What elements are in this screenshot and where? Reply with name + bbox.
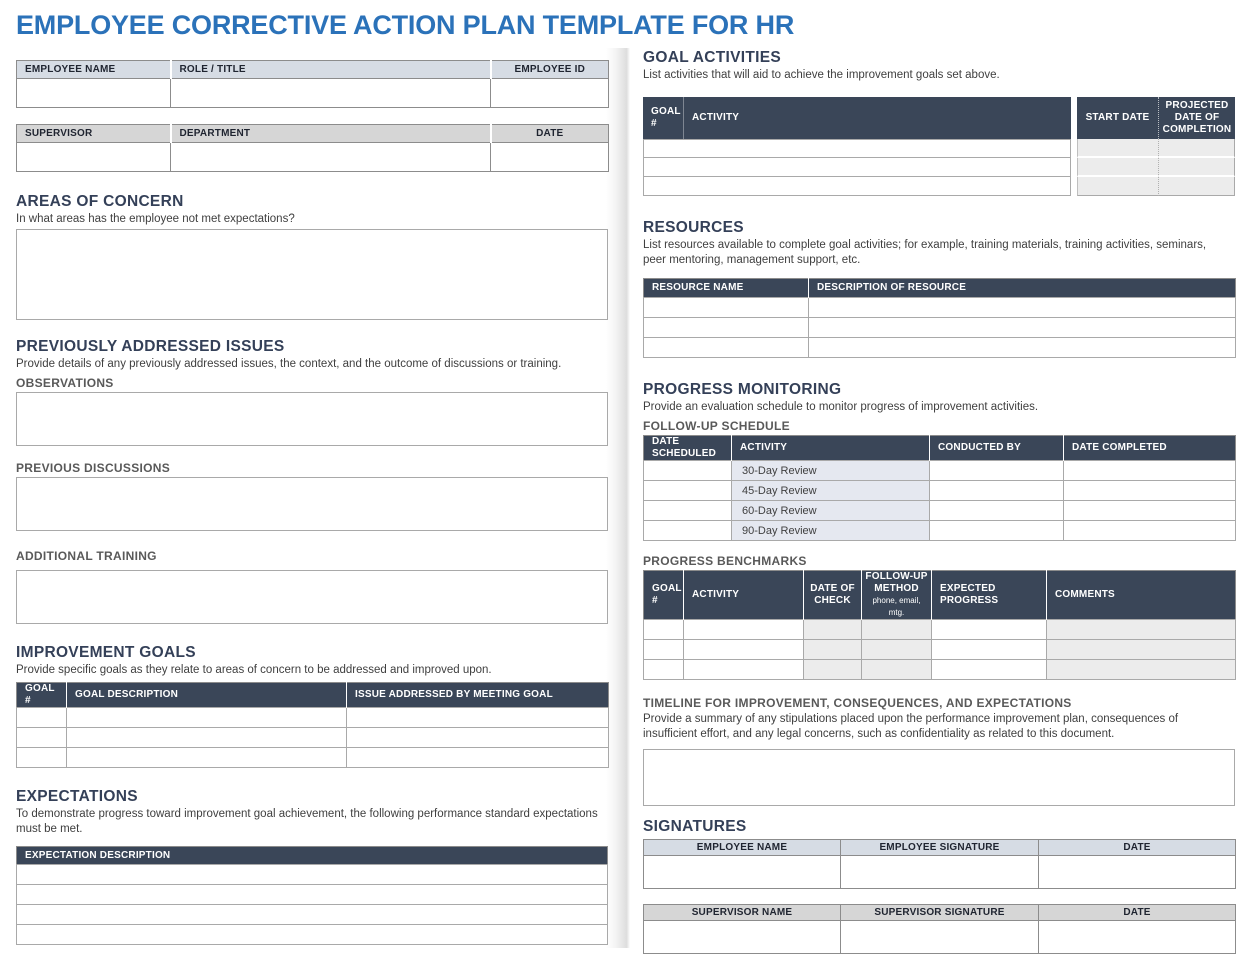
- table-row: [644, 921, 1236, 954]
- table-row: [644, 620, 1236, 640]
- date-scheduled-input[interactable]: [644, 521, 732, 541]
- activity-header: ACTIVITY: [683, 97, 1071, 139]
- supervisor-info-table: [16, 124, 609, 172]
- goal-number-input[interactable]: [643, 158, 683, 177]
- follow-up-method-title: FOLLOW-UP METHOD: [865, 571, 928, 594]
- employee-signature-header: EMPLOYEE SIGNATURE: [841, 840, 1039, 856]
- improvement-goals-heading: IMPROVEMENT GOALS: [16, 644, 196, 661]
- goal-number-header: GOAL #: [644, 571, 684, 620]
- activity-input[interactable]: [683, 158, 1071, 177]
- table-row: [644, 481, 1236, 501]
- expectation-input[interactable]: [17, 925, 608, 945]
- comments-input[interactable]: [1047, 640, 1236, 660]
- date-header: DATE: [491, 125, 609, 143]
- projected-completion-header: PROJECTED DATE OF COMPLETION: [1158, 97, 1235, 139]
- resources-heading: RESOURCES: [643, 219, 744, 236]
- issue-addressed-input[interactable]: [347, 728, 609, 748]
- right-column: [643, 0, 1235, 954]
- table-row: [17, 748, 609, 768]
- progress-monitoring-prompt: Provide an evaluation schedule to monitor progress of improvement activities.: [643, 401, 1039, 413]
- date-scheduled-header: DATE SCHEDULED: [644, 436, 732, 461]
- timeline-input[interactable]: [643, 749, 1235, 806]
- table-row: [644, 640, 1236, 660]
- supervisor-signature-table: [643, 904, 1236, 954]
- department-header: DEPARTMENT: [171, 125, 491, 143]
- employee-sign-date-input[interactable]: [1039, 856, 1236, 889]
- table-row: [17, 79, 609, 108]
- employee-name-header: EMPLOYEE NAME: [644, 840, 841, 856]
- conducted-by-input[interactable]: [930, 521, 1064, 541]
- employee-signature-table: [643, 839, 1236, 889]
- resource-description-input[interactable]: [809, 298, 1236, 318]
- goal-description-input[interactable]: [67, 708, 347, 728]
- comments-header: COMMENTS: [1047, 571, 1236, 620]
- signatures-heading: SIGNATURES: [643, 818, 747, 835]
- resource-name-input[interactable]: [644, 338, 809, 358]
- table-row: [17, 885, 608, 905]
- areas-of-concern-prompt: In what areas has the employee not met expectations?: [16, 213, 295, 225]
- start-date-input[interactable]: [1077, 177, 1158, 196]
- employee-name-input[interactable]: [17, 79, 171, 108]
- table-row: [17, 925, 608, 945]
- goal-activities-table: [643, 97, 1235, 196]
- employee-id-header: EMPLOYEE ID: [491, 61, 609, 79]
- activity-header: ACTIVITY: [684, 571, 804, 620]
- areas-of-concern-heading: AREAS OF CONCERN: [16, 193, 184, 210]
- expected-progress-header: EXPECTED PROGRESS: [932, 571, 1047, 620]
- resource-description-header: DESCRIPTION OF RESOURCE: [809, 279, 1236, 298]
- expectation-input[interactable]: [17, 905, 608, 925]
- expectations-prompt: To demonstrate progress toward improvement goal achievement, the following performance standard expectations must be met.: [16, 808, 598, 835]
- resource-name-input[interactable]: [644, 298, 809, 318]
- activity-header: ACTIVITY: [732, 436, 930, 461]
- observations-label: OBSERVATIONS: [16, 376, 114, 390]
- table-row: [644, 338, 1236, 358]
- table-row: [644, 501, 1236, 521]
- activity-input[interactable]: [684, 660, 804, 680]
- department-input[interactable]: [171, 143, 491, 172]
- supervisor-name-sign-input[interactable]: [644, 921, 841, 954]
- supervisor-name-header: SUPERVISOR NAME: [644, 905, 841, 921]
- supervisor-signature-input[interactable]: [841, 921, 1039, 954]
- goal-description-input[interactable]: [67, 728, 347, 748]
- table-row: [644, 461, 1236, 481]
- resource-name-input[interactable]: [644, 318, 809, 338]
- resource-name-header: RESOURCE NAME: [644, 279, 809, 298]
- supervisor-signature-header: SUPERVISOR SIGNATURE: [841, 905, 1039, 921]
- date-header: DATE: [1039, 840, 1236, 856]
- goal-number-input[interactable]: [644, 620, 684, 640]
- employee-name-sign-input[interactable]: [644, 856, 841, 889]
- additional-training-input[interactable]: [16, 570, 608, 624]
- progress-benchmarks-label: PROGRESS BENCHMARKS: [643, 554, 807, 568]
- table-row: [17, 143, 609, 172]
- supervisor-input[interactable]: [17, 143, 171, 172]
- expectation-input[interactable]: [17, 865, 608, 885]
- date-of-check-input[interactable]: [804, 620, 862, 640]
- date-completed-input[interactable]: [1064, 521, 1236, 541]
- conducted-by-input[interactable]: [930, 461, 1064, 481]
- issue-addressed-input[interactable]: [347, 708, 609, 728]
- progress-monitoring-heading: PROGRESS MONITORING: [643, 381, 842, 398]
- goal-description-input[interactable]: [67, 748, 347, 768]
- expected-progress-input[interactable]: [932, 620, 1047, 640]
- date-completed-header: DATE COMPLETED: [1064, 436, 1236, 461]
- timeline-heading: TIMELINE FOR IMPROVEMENT, CONSEQUENCES, AND EXPECTATIONS: [643, 696, 1072, 710]
- goal-activities-heading: GOAL ACTIVITIES: [643, 49, 781, 66]
- goal-number-input[interactable]: [643, 177, 683, 196]
- start-date-input[interactable]: [1077, 139, 1158, 158]
- goal-number-header: GOAL #: [17, 683, 67, 708]
- follow-up-method-header: [862, 571, 932, 620]
- review-activity-label: 60-Day Review: [732, 501, 930, 521]
- activity-input[interactable]: [683, 177, 1071, 196]
- follow-up-schedule-label: FOLLOW-UP SCHEDULE: [643, 419, 790, 433]
- goal-number-input[interactable]: [17, 728, 67, 748]
- activity-input[interactable]: [684, 620, 804, 640]
- left-column: [16, 0, 608, 945]
- employee-id-input[interactable]: [491, 79, 609, 108]
- role-title-input[interactable]: [171, 79, 491, 108]
- follow-up-schedule-table: [643, 435, 1236, 541]
- comments-input[interactable]: [1047, 620, 1236, 640]
- projected-completion-input[interactable]: [1158, 177, 1235, 196]
- previously-addressed-heading: PREVIOUSLY ADDRESSED ISSUES: [16, 338, 285, 355]
- resources-table: [643, 278, 1236, 358]
- table-row: [644, 318, 1236, 338]
- additional-training-label: ADDITIONAL TRAINING: [16, 549, 157, 563]
- conducted-by-input[interactable]: [930, 481, 1064, 501]
- activity-input[interactable]: [683, 139, 1071, 158]
- review-activity-label: 30-Day Review: [732, 461, 930, 481]
- table-row: [17, 905, 608, 925]
- resource-description-input[interactable]: [809, 318, 1236, 338]
- previous-discussions-input[interactable]: [16, 477, 608, 531]
- page-column-divider: [606, 48, 630, 948]
- conducted-by-input[interactable]: [930, 501, 1064, 521]
- conducted-by-header: CONDUCTED BY: [930, 436, 1064, 461]
- page-title: EMPLOYEE CORRECTIVE ACTION PLAN TEMPLATE FOR HR: [16, 10, 795, 40]
- activity-input[interactable]: [684, 640, 804, 660]
- review-activity-label: 45-Day Review: [732, 481, 930, 501]
- table-row: [17, 708, 609, 728]
- date-input[interactable]: [491, 143, 609, 172]
- observations-input[interactable]: [16, 392, 608, 446]
- previously-addressed-prompt: Provide details of any previously addressed issues, the context, and the outcome of discussions or training.: [16, 358, 562, 370]
- goal-number-input[interactable]: [17, 748, 67, 768]
- start-date-header: START DATE: [1077, 97, 1158, 139]
- table-row: [17, 728, 609, 748]
- employee-signature-input[interactable]: [841, 856, 1039, 889]
- supervisor-sign-date-input[interactable]: [1039, 921, 1236, 954]
- resource-description-input[interactable]: [809, 338, 1236, 358]
- start-date-input[interactable]: [1077, 158, 1158, 177]
- resources-prompt: List resources available to complete goal activities; for example, training materials, training activities, seminars, peer mentoring, management support, etc.: [643, 239, 1207, 266]
- projected-completion-input[interactable]: [1158, 139, 1235, 158]
- table-row: [644, 660, 1236, 680]
- goal-number-input[interactable]: [644, 660, 684, 680]
- expectations-table: [16, 846, 608, 945]
- goal-description-header: GOAL DESCRIPTION: [67, 683, 347, 708]
- review-activity-label: 90-Day Review: [732, 521, 930, 541]
- employee-info-table: [16, 60, 609, 108]
- goal-number-input[interactable]: [643, 139, 683, 158]
- expectations-heading: EXPECTATIONS: [16, 788, 138, 805]
- expected-progress-input[interactable]: [932, 640, 1047, 660]
- follow-up-method-input[interactable]: [862, 620, 932, 640]
- expectation-description-header: EXPECTATION DESCRIPTION: [17, 847, 608, 865]
- table-row: [644, 856, 1236, 889]
- timeline-prompt: Provide a summary of any stipulations placed upon the performance improvement plan, consequences of insufficient effort, and any legal concerns, such as confidentiality as related to this document.: [643, 713, 1179, 740]
- issue-addressed-input[interactable]: [347, 748, 609, 768]
- table-row: [644, 298, 1236, 318]
- goal-activities-prompt: List activities that will aid to achieve the improvement goals set above.: [643, 69, 1000, 81]
- date-completed-input[interactable]: [1064, 501, 1236, 521]
- table-row: [644, 521, 1236, 541]
- projected-completion-input[interactable]: [1158, 158, 1235, 177]
- expected-progress-input[interactable]: [932, 660, 1047, 680]
- improvement-goals-table: [16, 682, 609, 768]
- date-of-check-input[interactable]: [804, 640, 862, 660]
- previous-discussions-label: PREVIOUS DISCUSSIONS: [16, 461, 171, 475]
- progress-benchmarks-table: [643, 570, 1236, 680]
- date-scheduled-input[interactable]: [644, 501, 732, 521]
- date-of-check-header: DATE OF CHECK: [804, 571, 862, 620]
- expectation-input[interactable]: [17, 885, 608, 905]
- comments-input[interactable]: [1047, 660, 1236, 680]
- table-row: [17, 865, 608, 885]
- date-header: DATE: [1039, 905, 1236, 921]
- follow-up-method-note: phone, email, mtg.: [872, 596, 921, 617]
- date-completed-input[interactable]: [1064, 481, 1236, 501]
- date-of-check-input[interactable]: [804, 660, 862, 680]
- improvement-goals-prompt: Provide specific goals as they relate to areas of concern to be addressed and improved upon.: [16, 664, 492, 676]
- follow-up-method-input[interactable]: [862, 660, 932, 680]
- goal-number-header: GOAL #: [643, 97, 683, 139]
- role-title-header: ROLE / TITLE: [171, 61, 491, 79]
- date-completed-input[interactable]: [1064, 461, 1236, 481]
- date-scheduled-input[interactable]: [644, 481, 732, 501]
- issue-addressed-header: ISSUE ADDRESSED BY MEETING GOAL: [347, 683, 609, 708]
- goal-number-input[interactable]: [644, 640, 684, 660]
- supervisor-header: SUPERVISOR: [17, 125, 171, 143]
- areas-of-concern-input[interactable]: [16, 229, 608, 320]
- goal-number-input[interactable]: [17, 708, 67, 728]
- employee-name-header: EMPLOYEE NAME: [17, 61, 171, 79]
- date-scheduled-input[interactable]: [644, 461, 732, 481]
- follow-up-method-input[interactable]: [862, 640, 932, 660]
